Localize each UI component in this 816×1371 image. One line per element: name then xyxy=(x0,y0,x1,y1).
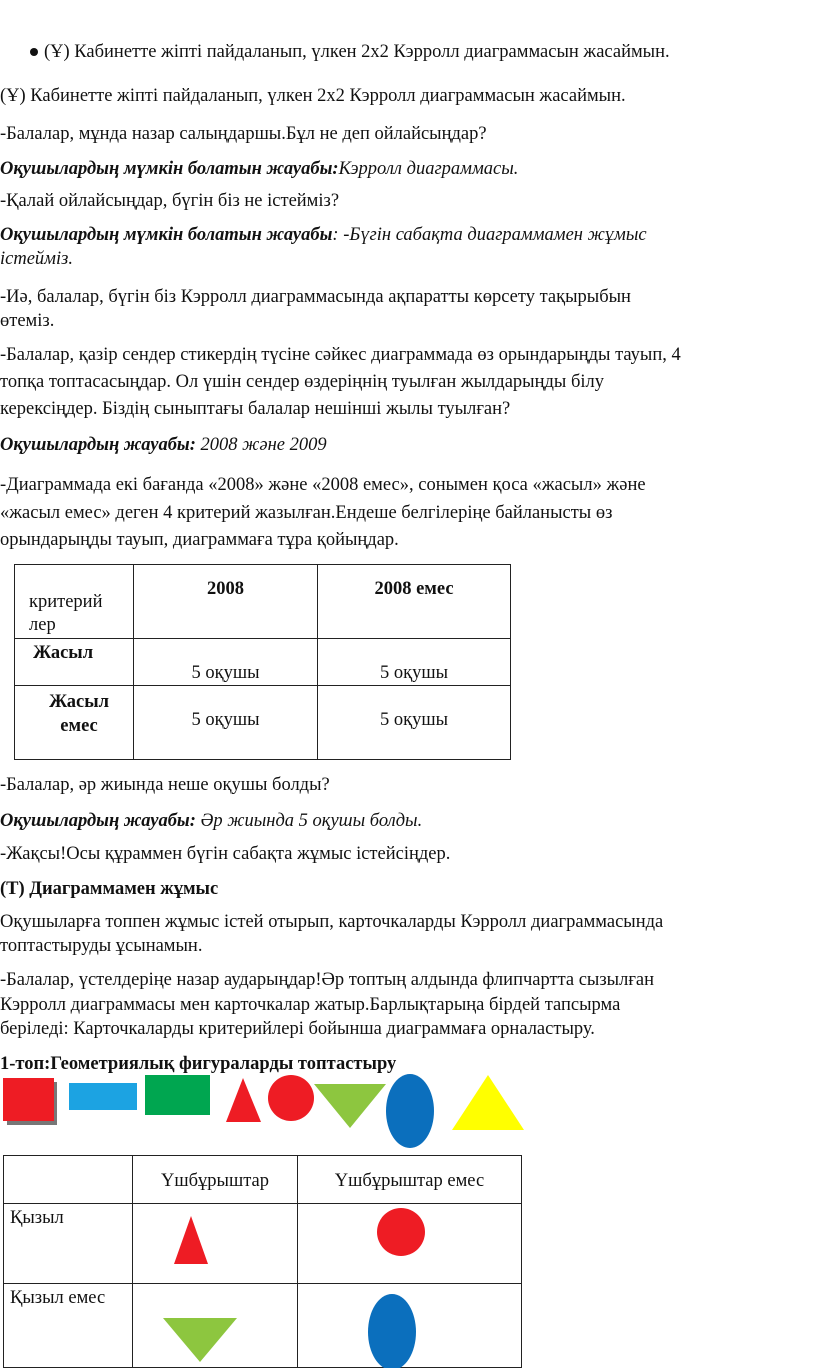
answer-1: Оқушылардың мүмкін болатын жауабы:Кэрролл диаграммасы. xyxy=(0,159,519,179)
col-header-2008: 2008 xyxy=(134,565,318,639)
paragraph-6a: -Диаграммада екі бағанда «2008» және «2008 емес», сонымен қоса «жасыл» және xyxy=(0,475,646,495)
row-header-not-red: Қызыл емес xyxy=(4,1284,133,1368)
paragraph-4b: өтеміз. xyxy=(0,311,55,331)
answer-2-cont: істейміз. xyxy=(0,249,73,269)
paragraph-3: -Қалай ойлайсыңдар, бүгін біз не істейміз? xyxy=(0,191,340,211)
table-cell: 5 оқушы xyxy=(134,686,318,760)
shapes-row xyxy=(0,1070,530,1152)
paragraph-7: -Балалар, әр жиында неше оқушы болды? xyxy=(0,775,330,795)
cell-not-red-triangles xyxy=(133,1284,298,1368)
table-cell: 5 оқушы xyxy=(134,639,318,686)
paragraph-8: -Жақсы!Осы құраммен бүгін сабақта жұмыс істейсіңдер. xyxy=(0,844,451,864)
group-heading: 1-топ:Геометриялық фигураларды топтастыру xyxy=(0,1054,397,1074)
yellow-triangle-icon xyxy=(452,1075,524,1130)
paragraph-5a: -Балалар, қазір сендер стикердің түсіне сәйкес диаграммада өз орындарыңды тауып, 4 xyxy=(0,345,681,365)
cell-red-not-triangles xyxy=(298,1204,522,1284)
answer-4: Оқушылардың жауабы: Әр жиында 5 оқушы болды. xyxy=(0,811,423,831)
paragraph-5b: топқа топтасасыңдар. Ол үшін сендер өздеріңнің туылған жылдарыңды білу xyxy=(0,372,604,392)
red-circle-icon xyxy=(376,1207,426,1257)
blue-rectangle-icon xyxy=(69,1083,137,1110)
green-inverted-triangle-icon xyxy=(163,1318,239,1364)
col-header-triangles: Үшбұрыштар xyxy=(133,1156,298,1204)
answer-3: Оқушылардың жауабы: 2008 және 2009 xyxy=(0,435,327,455)
col-header-not-2008: 2008 емес xyxy=(318,565,511,639)
criteria-table xyxy=(14,564,511,760)
section-heading: (Т) Диаграммамен жұмыс xyxy=(0,879,219,899)
table-cell: 5 оқушы xyxy=(318,686,511,760)
paragraph-1: (Ұ) Кабинетте жіпті пайдаланып, үлкен 2х2 Кэрролл диаграммасын жасаймын. xyxy=(0,86,626,106)
green-rectangle-icon xyxy=(145,1075,210,1115)
table-cell: 5 оқушы xyxy=(318,639,511,686)
red-square-icon xyxy=(3,1078,54,1121)
paragraph-10b: Кэрролл диаграммасы мен карточкалар жатыр.Барлықтарыңа бірдей тапсырма xyxy=(0,995,621,1015)
red-circle-icon xyxy=(268,1075,314,1121)
answer-2: Оқушылардың мүмкін болатын жауабы: -Бүгін сабақта диаграммамен жұмыс xyxy=(0,225,647,245)
row-header-green: Жасыл xyxy=(15,639,134,686)
paragraph-4a: -Иә, балалар, бүгін біз Кэрролл диаграммасында ақпаратты көрсету тақырыбын xyxy=(0,287,631,307)
paragraph-10c: беріледі: Карточкаларды критерийлері бойынша диаграммаға орналастыру. xyxy=(0,1019,595,1039)
green-inverted-triangle-icon xyxy=(314,1084,386,1128)
row-header-red: Қызыл xyxy=(4,1204,133,1284)
red-triangle-icon xyxy=(226,1078,261,1122)
cell-not-red-not-triangles xyxy=(298,1284,522,1368)
row-header-not-green: Жасыл емес xyxy=(15,686,134,760)
paragraph-6c: орындарыңды тауып, диаграммаға тұра қойыңдар. xyxy=(0,530,399,550)
cell-red-triangles xyxy=(133,1204,298,1284)
col-header-not-triangles: Үшбұрыштар емес xyxy=(298,1156,522,1204)
blue-oval-icon xyxy=(367,1284,417,1368)
bullet-line: (Ұ) Кабинетте жіпті пайдаланып, үлкен 2х2 Кэрролл диаграммасын жасаймын. xyxy=(30,40,810,64)
paragraph-9b: топтастыруды ұсынамын. xyxy=(0,936,203,956)
bullet-icon xyxy=(30,48,38,56)
blue-oval-icon xyxy=(386,1074,434,1148)
paragraph-2: -Балалар, мұнда назар салыңдаршы.Бұл не деп ойлайсыңдар? xyxy=(0,124,487,144)
shapes-table xyxy=(3,1155,522,1368)
red-triangle-icon xyxy=(171,1216,211,1266)
paragraph-6b: «жасыл емес» деген 4 критерий жазылған.Ендеше белгілеріңе байланысты өз xyxy=(0,503,613,523)
corner-cell: критерий лер xyxy=(15,565,134,639)
paragraph-5c: керексіңдер. Біздің сыныптағы балалар нешінші жылы туылған? xyxy=(0,399,511,419)
paragraph-9a: Оқушыларға топпен жұмыс істей отырып, карточкаларды Кэрролл диаграммасында xyxy=(0,912,664,932)
corner-cell-2 xyxy=(4,1156,133,1204)
paragraph-10a: -Балалар, үстелдеріңе назар аударыңдар!Әр топтың алдында флипчартта сызылған xyxy=(0,970,655,990)
